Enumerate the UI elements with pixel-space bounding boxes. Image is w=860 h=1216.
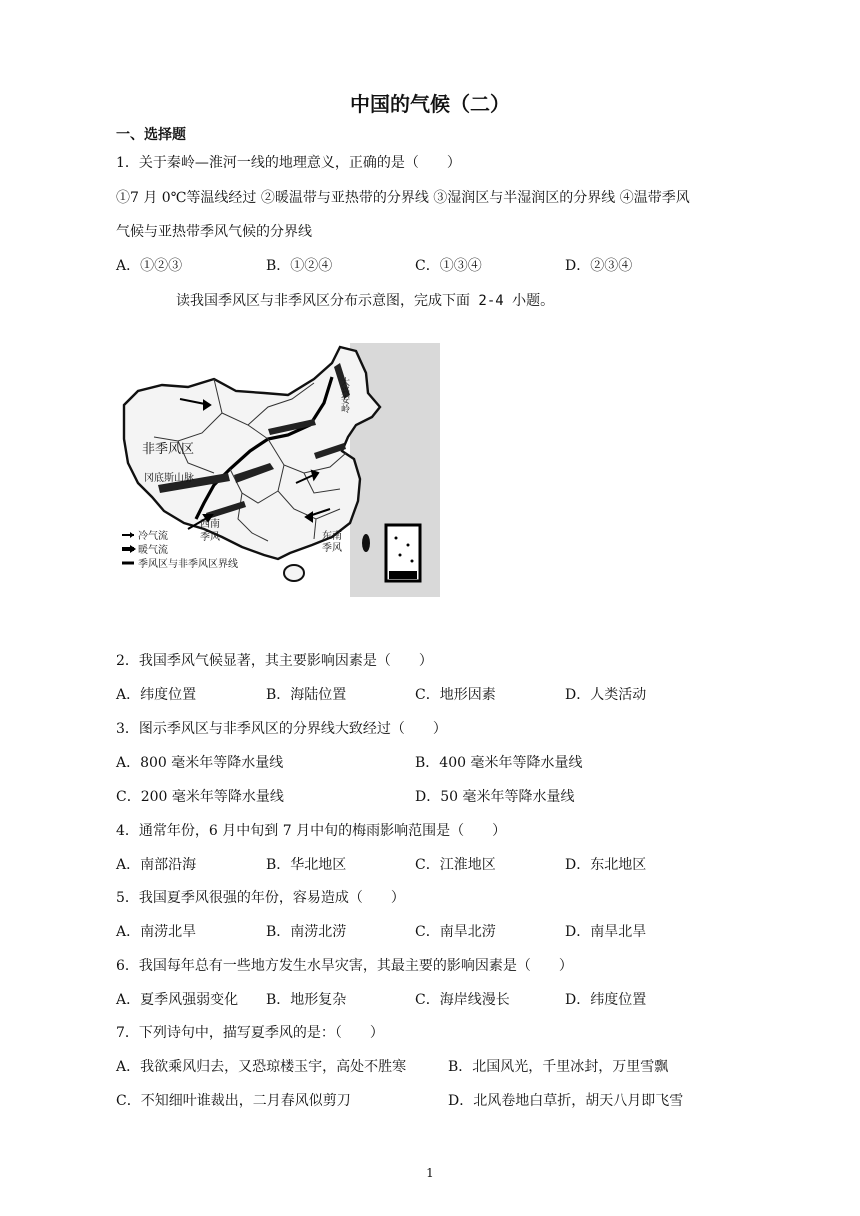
section-heading: 一、选择题 [116, 127, 186, 143]
page-title: 中国的气候（二） [350, 92, 510, 116]
q3-stem: 3．图示季风区与非季风区的分界线大致经过（ ） [116, 721, 447, 737]
q1-option-a[interactable]: A．①②③ [116, 258, 183, 274]
page-number: 1 [426, 1166, 434, 1180]
q1-option-c[interactable]: C．①③④ [415, 258, 482, 274]
label-daxinganling: 大兴安岭 [339, 377, 349, 413]
q5-option-b[interactable]: B．南涝北涝 [266, 924, 347, 940]
q3-option-d[interactable]: D．50 毫米年等降水量线 [415, 789, 575, 805]
q6-stem: 6．我国每年总有一些地方发生水旱灾害，其最主要的影响因素是（ ） [116, 958, 573, 974]
q6-option-d[interactable]: D．纬度位置 [565, 992, 647, 1008]
q4-option-c[interactable]: C．江淮地区 [415, 857, 496, 873]
q7-stem: 7．下列诗句中，描写夏季风的是：（ ） [116, 1025, 384, 1041]
label-gangdise-mountains: 冈底斯山脉 [144, 473, 194, 484]
label-nonmonsoon-region: 非季风区 [142, 442, 195, 457]
q3-option-b[interactable]: B．400 毫米年等降水量线 [415, 755, 583, 771]
q1-option-b[interactable]: B．①②④ [266, 258, 333, 274]
q2-option-d[interactable]: D．人类活动 [565, 687, 647, 703]
q5-stem: 5．我国夏季风很强的年份，容易造成（ ） [116, 890, 405, 906]
q1-statements-line1: ①7 月 0℃等温线经过 ②暖温带与亚热带的分界线 ③湿润区与半湿润区的分界线 ④温带季风 [116, 190, 690, 206]
q1-stem: 1．关于秦岭—淮河一线的地理意义，正确的是（ ） [116, 155, 461, 171]
q4-option-b[interactable]: B．华北地区 [266, 857, 347, 873]
q5-option-a[interactable]: A．南涝北旱 [116, 924, 197, 940]
label-southeast-monsoon-2: 季风 [322, 543, 342, 554]
q6-option-b[interactable]: B．地形复杂 [266, 992, 347, 1008]
q4-option-d[interactable]: D．东北地区 [565, 857, 647, 873]
hainan-island [284, 565, 304, 581]
q6-option-c[interactable]: C．海岸线漫长 [415, 992, 510, 1008]
q5-option-d[interactable]: D．南旱北旱 [565, 924, 647, 940]
label-southwest-monsoon-2: 季风 [200, 532, 220, 543]
q1-option-d[interactable]: D．②③④ [565, 258, 633, 274]
q3-option-a[interactable]: A．800 毫米年等降水量线 [116, 755, 284, 771]
q1-statements-line2: 气候与亚热带季风气候的分界线 [116, 224, 312, 240]
reading-intro: 读我国季风区与非季风区分布示意图，完成下面 2-4 小题。 [176, 293, 555, 309]
q7-option-d[interactable]: D．北风卷地白草折，胡天八月即飞雪 [448, 1093, 684, 1109]
q7-option-b[interactable]: B．北国风光，千里冰封，万里雪飘 [448, 1059, 669, 1075]
q2-option-b[interactable]: B．海陆位置 [266, 687, 347, 703]
q7-option-c[interactable]: C．不知细叶谁裁出，二月春风似剪刀 [116, 1093, 351, 1109]
q7-option-a[interactable]: A．我欲乘风归去，又恐琼楼玉宇，高处不胜寒 [116, 1059, 407, 1075]
legend-boundary: 季风区与非季风区界线 [138, 559, 238, 570]
q5-option-c[interactable]: C．南旱北涝 [415, 924, 496, 940]
q6-option-a[interactable]: A．夏季风强弱变化 [116, 992, 239, 1008]
q2-option-c[interactable]: C．地形因素 [415, 687, 496, 703]
legend-warm-flow: 暖气流 [138, 545, 168, 556]
label-southeast-monsoon-1: 东南 [322, 531, 342, 542]
q2-option-a[interactable]: A．纬度位置 [116, 687, 197, 703]
q3-option-c[interactable]: C．200 毫米年等降水量线 [116, 789, 284, 805]
q4-option-a[interactable]: A．南部沿海 [116, 857, 197, 873]
label-southwest-monsoon-1: 西南 [200, 519, 220, 530]
q4-stem: 4．通常年份，6 月中旬到 7 月中旬的梅雨影响范围是（ ） [116, 823, 507, 839]
monsoon-region-map [118, 333, 440, 597]
taiwan-island [362, 534, 370, 552]
legend-cold-flow: 冷气流 [138, 531, 168, 542]
q2-stem: 2．我国季风气候显著，其主要影响因素是（ ） [116, 653, 433, 669]
